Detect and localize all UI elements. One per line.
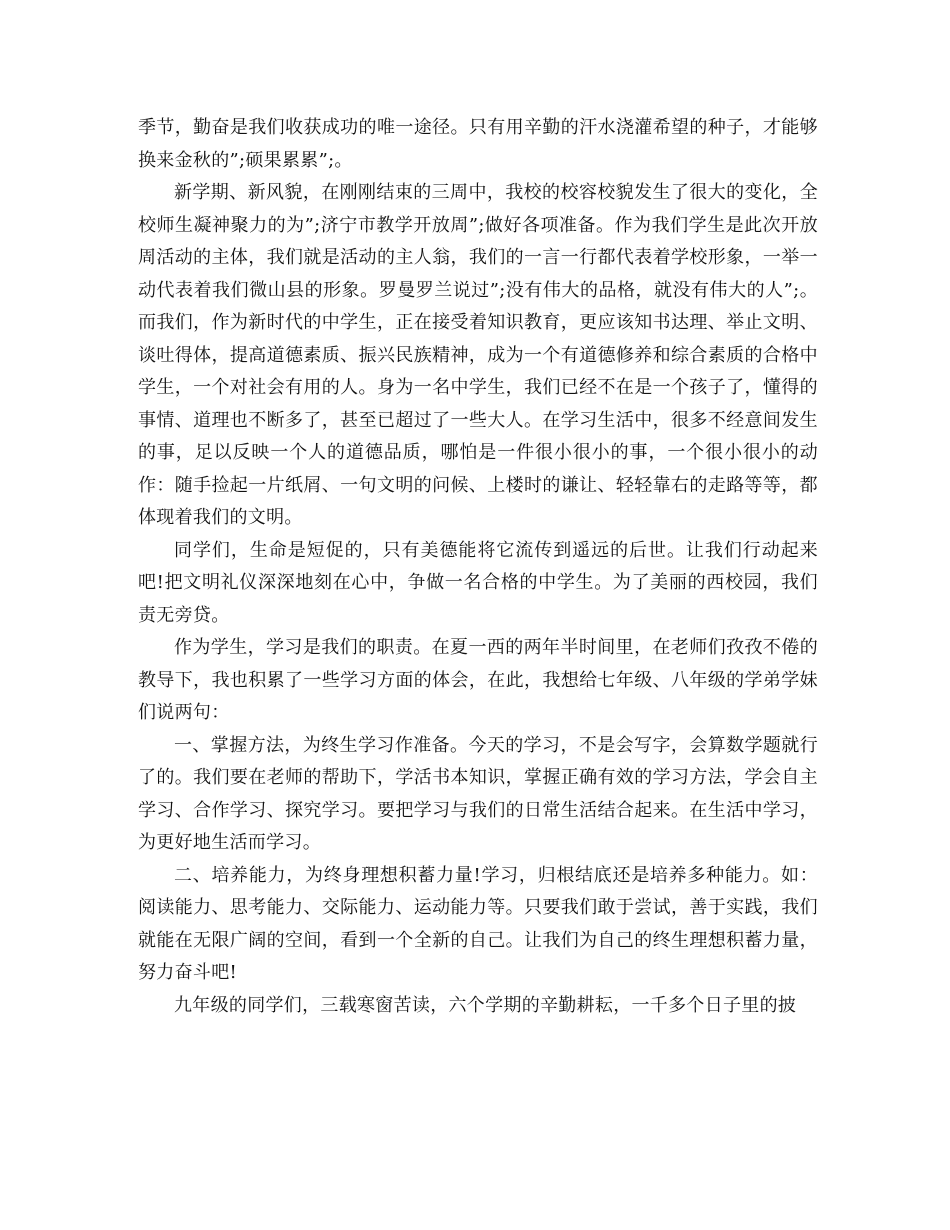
document-body: [138, 112, 818, 1022]
paragraph: 一、掌握方法，为终生学习作准备。今天的学习，不是会写字，会算数学题就行了的。我们要在老师的帮助下，学活书本知识，掌握正确有效的学习方法，学会自主学习、合作学习、探究学习。要把学习与我们的日常生活结合起来。在生活中学习，为更好地生活而学习。: [138, 734, 818, 853]
paragraph: 同学们，生命是短促的，只有美德能将它流传到遥远的后世。让我们行动起来吧!把文明礼仪深深地刻在心中，争做一名合格的中学生。为了美丽的西校园，我们责无旁贷。: [138, 539, 818, 626]
paragraph: 季节，勤奋是我们收获成功的唯一途径。只有用辛勤的汗水浇灌希望的种子，才能够换来金秋的”;硕果累累”;。: [138, 117, 818, 171]
paragraph: 二、培养能力，为终身理想积蓄力量!学习，归根结底还是培养多种能力。如：阅读能力、思考能力、交际能力、运动能力等。只要我们敢于尝试，善于实践，我们就能在无限广阔的空间，看到一个全新的自己。让我们为自己的终生理想积蓄力量，努力奋斗吧!: [138, 864, 818, 983]
paragraph: 新学期、新风貌，在刚刚结束的三周中，我校的校容校貌发生了很大的变化，全校师生凝神聚力的为”;济宁市教学开放周”;做好各项准备。作为我们学生是此次开放周活动的主体，我们就是活动的主人翁，我们的一言一行都代表着学校形象，一举一动代表着我们微山县的形象。罗曼罗兰说过”;没有伟大的品格，就没有伟大的人”;。而我们，作为新时代的中学生，正在接受着知识教育，更应该知书达理、举止文明、谈吐得体，提高道德素质、振兴民族精神，成为一个有道德修养和综合素质的合格中学生，一个对社会有用的人。身为一名中学生，我们已经不在是一个孩子了，懂得的事情、道理也不断多了，甚至已超过了一些大人。在学习生活中，很多不经意间发生的事，足以反映一个人的道德品质，哪怕是一件很小很小的事，一个很小很小的动作：随手捡起一片纸屑、一句文明的问候、上楼时的谦让、轻轻靠右的走路等等，都体现着我们的文明。: [138, 182, 818, 528]
paragraph: 作为学生，学习是我们的职责。在夏一西的两年半时间里，在老师们孜孜不倦的教导下，我也积累了一些学习方面的体会，在此，我想给七年级、八年级的学弟学妹们说两句：: [138, 637, 818, 723]
paragraph: 九年级的同学们，三载寒窗苦读，六个学期的辛勤耕耘，一千多个日子里的披: [174, 994, 797, 1016]
